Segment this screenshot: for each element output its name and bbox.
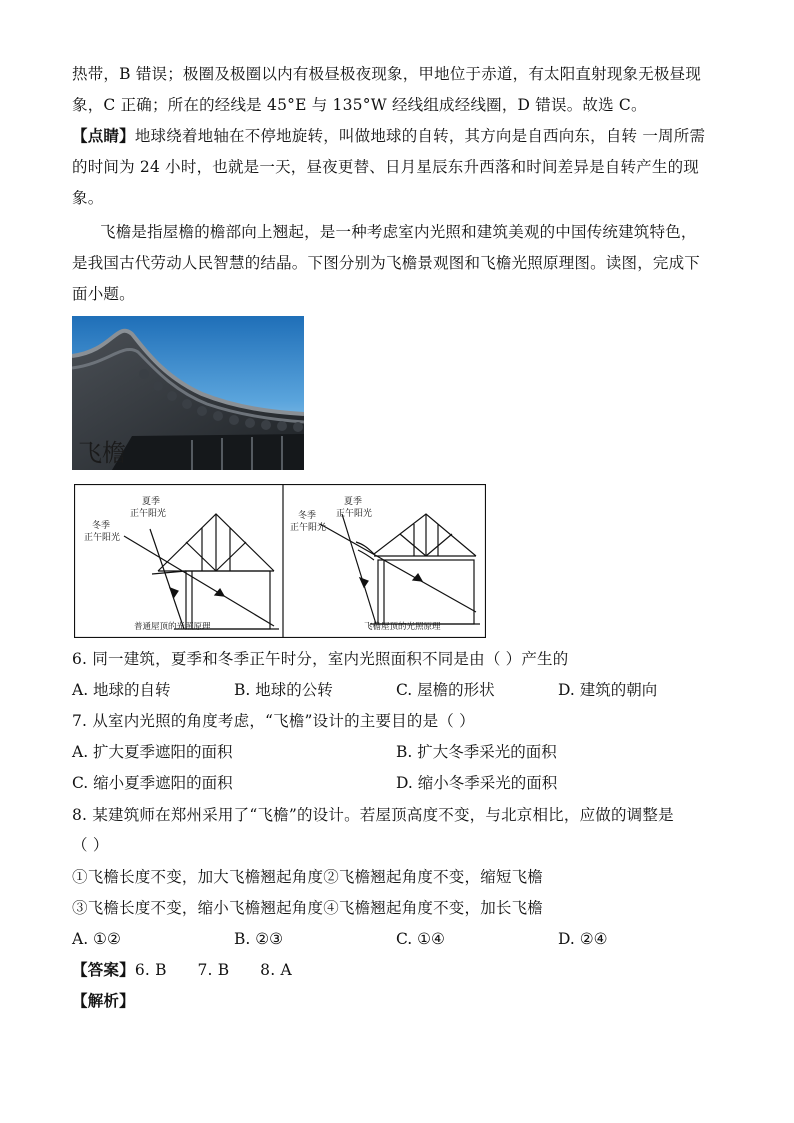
tip-line [72, 125, 705, 147]
question-8-statements: ③飞檐长度不变，缩小飞檐翘起角度④飞檐翘起角度不变，加长飞檐 [72, 899, 544, 917]
question-8-statements: ①飞檐长度不变，加大飞檐翘起角度②飞檐翘起角度不变，缩短飞檐 [72, 868, 544, 886]
question-8-paren: （ ） [72, 836, 109, 854]
tip-label: 【点睛】 [72, 126, 135, 145]
question-6-option-d: D. 建筑的朝向 [558, 681, 658, 699]
question-6-option-b: B. 地球的公转 [234, 681, 333, 699]
question-6-stem: 6. 同一建筑，夏季和冬季正午时分，室内光照面积不同是由（ ）产生的 [72, 650, 569, 668]
lighting-principle-diagram [74, 484, 486, 638]
tip-text: 地球绕着地轴在不停地旋转，叫做地球的自转，其方向是自西向东，自转 一周所需 [134, 127, 706, 145]
summer-label: 夏季 [344, 497, 363, 507]
paragraph-line: 是我国古代劳动人民智慧的结晶。下图分别为飞檐景观图和飞檐光照原理图。读图，完成下 [72, 254, 701, 272]
winter-label: 冬季 [92, 521, 111, 531]
paragraph-line: 面小题。 [72, 285, 135, 303]
paragraph-line: 热带，B 错误；极圈及极圈以内有极昼极夜现象，甲地位于赤道，有太阳直射现象无极昼现 [72, 65, 702, 83]
analysis-label: 【解析】 [72, 991, 135, 1010]
question-7-stem: 7. 从室内光照的角度考虑，“飞檐”设计的主要目的是（ ） [72, 712, 475, 730]
question-8-option-b: B. ②③ [234, 930, 284, 948]
paragraph-line: 飞檐是指屋檐的檐部向上翘起，是一种考虑室内光照和建筑美观的中国传统建筑特色， [100, 223, 697, 241]
question-7-option-b: B. 扩大冬季采光的面积 [396, 743, 557, 761]
answer-line [72, 959, 292, 981]
question-6-option-a: A. 地球的自转 [72, 681, 171, 699]
summer-label: 夏季 [142, 497, 161, 507]
question-8-option-a: A. ①② [72, 930, 121, 948]
winter-label: 冬季 [298, 511, 317, 521]
summer-label: 正午阳光 [130, 509, 167, 519]
photo-label: 飞檐 [78, 439, 126, 467]
answer-label: 【答案】 [72, 960, 135, 979]
question-6-option-c: C. 屋檐的形状 [396, 681, 495, 699]
question-8-option-d: D. ②④ [558, 930, 608, 948]
question-7-option-c: C. 缩小夏季遮阳的面积 [72, 774, 233, 792]
winter-label: 正午阳光 [290, 523, 327, 533]
question-8-stem: 8. 某建筑师在郑州采用了“飞檐”的设计。若屋顶高度不变，与北京相比，应做的调整是 [72, 806, 674, 824]
summer-label: 正午阳光 [336, 509, 373, 519]
diagram-caption: 飞檐屋顶的光照原理 [364, 622, 441, 632]
question-8-option-c: C. ①④ [396, 930, 445, 948]
question-7-option-d: D. 缩小冬季采光的面积 [396, 774, 558, 792]
paragraph-line: 象。 [72, 189, 104, 207]
winter-label: 正午阳光 [84, 533, 121, 543]
diagram-caption: 普通屋顶的光照原理 [134, 622, 211, 632]
paragraph-line: 的时间为 24 小时，也就是一天，昼夜更替、日月星辰东升西落和时间差异是自转产生的现 [72, 158, 699, 176]
flying-eave-photo [72, 316, 304, 470]
answer-text: 6. B 7. B 8. A [134, 961, 292, 979]
question-7-option-a: A. 扩大夏季遮阳的面积 [72, 743, 233, 761]
paragraph-line: 象，C 正确；所在的经线是 45°E 与 135°W 经线组成经线圈，D 错误。故选 C。 [72, 96, 647, 114]
